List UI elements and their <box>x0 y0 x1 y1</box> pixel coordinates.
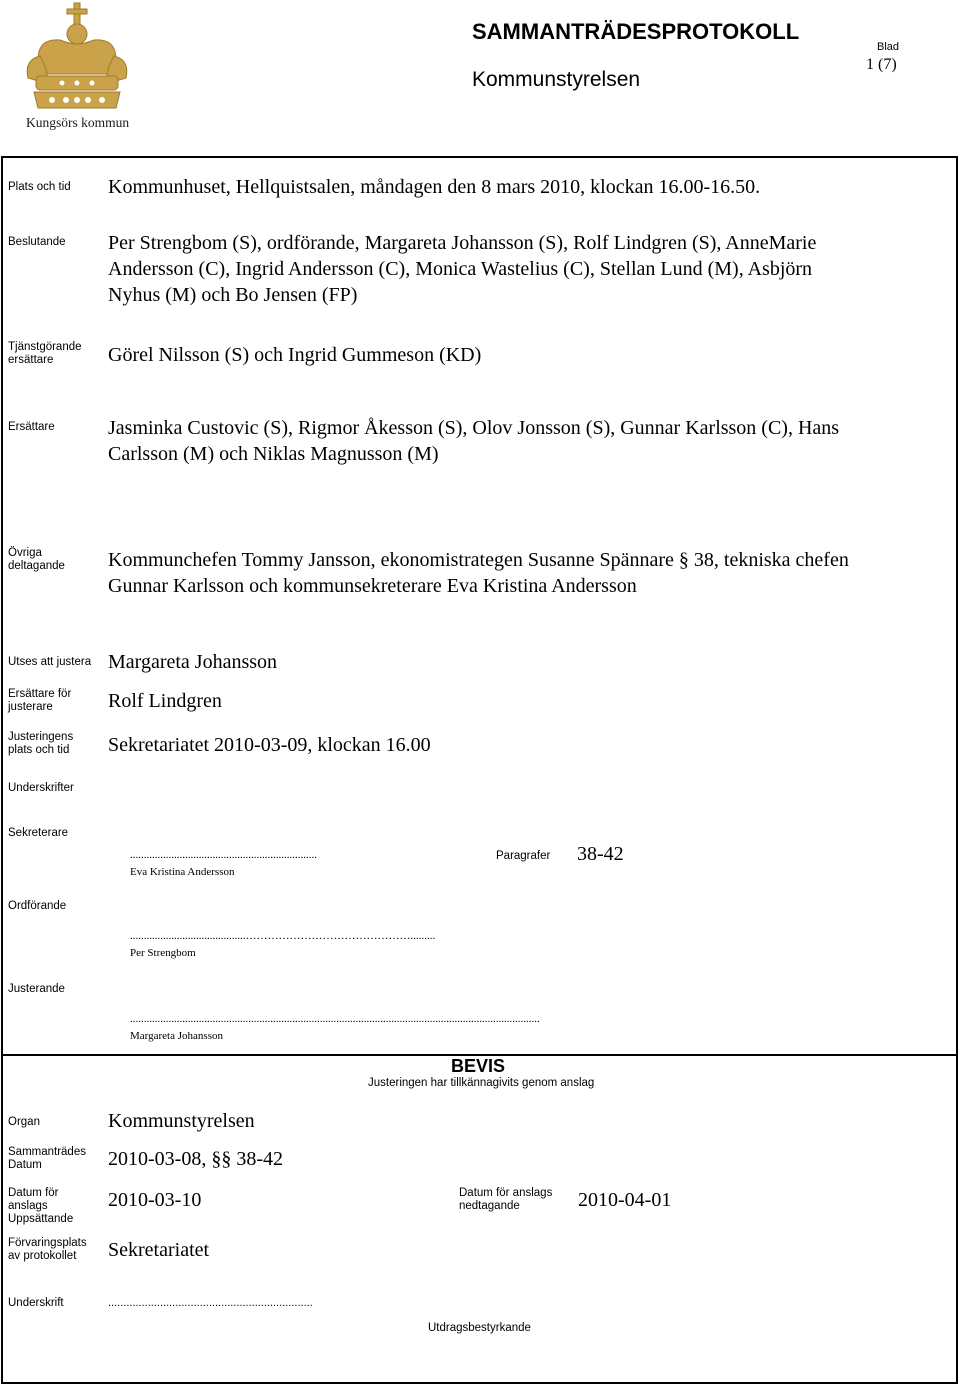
sheet-label: Blad <box>877 41 900 53</box>
others-label-2: deltagande <box>8 560 65 572</box>
substitutes-line-2: Carlsson (M) och Niklas Magnusson (M) <box>108 443 439 465</box>
paragraphs-label: Paragrafer <box>496 850 551 862</box>
proof-title: BEVIS <box>451 1056 506 1076</box>
committee-name: Kommunstyrelsen <box>472 68 641 91</box>
logo-text: Kungsörs kommun <box>26 115 130 130</box>
serving-label-1: Tjänstgörande <box>8 341 82 353</box>
adjuster-sub-label-2: justerare <box>8 701 53 713</box>
meeting-date-value: 2010-03-08, §§ 38-42 <box>108 1148 283 1170</box>
organ-label: Organ <box>8 1116 40 1128</box>
serving-label-2: ersättare <box>8 354 54 366</box>
others-line-1: Kommunchefen Tommy Jansson, ekonomistrategen Susanne Spännare § 38, tekniska chefen <box>108 549 849 571</box>
posted-value: 2010-03-10 <box>108 1189 202 1211</box>
secretary-signature-line: .................................................................... <box>130 849 317 861</box>
posted-label-1: Datum för <box>8 1187 59 1199</box>
chair-name: Per Strengbom <box>130 947 196 959</box>
place-value: Kommunhuset, Hellquistsalen, måndagen den 8 mars 2010, klockan 16.00-16.50. <box>108 176 761 198</box>
adjusting-name: Margareta Johansson <box>130 1030 223 1042</box>
substitutes-label: Ersättare <box>8 421 55 433</box>
others-line-2: Gunnar Karlsson och kommunsekreterare Eva Kristina Andersson <box>108 575 637 597</box>
proof-subtitle: Justeringen har tillkännagivits genom anslag <box>368 1077 595 1089</box>
place-label: Plats och tid <box>8 181 71 193</box>
signatures-heading: Underskrifter <box>8 782 74 794</box>
adjuster-label: Utses att justera <box>8 656 92 668</box>
signature-line: ................................................................... <box>108 1297 313 1309</box>
paragraphs-value: 38-42 <box>577 843 624 865</box>
storage-label-2: av protokollet <box>8 1250 77 1262</box>
adjuster-value: Margareta Johansson <box>108 651 278 673</box>
deciding-line-1: Per Strengbom (S), ordförande, Margareta Johansson (S), Rolf Lindgren (S), AnneMarie <box>108 232 817 254</box>
others-label-1: Övriga <box>8 547 42 559</box>
certifier-label: Utdragsbestyrkande <box>428 1322 531 1334</box>
adjuster-sub-label-1: Ersättare för <box>8 688 72 700</box>
removed-label-2: nedtagande <box>459 1200 520 1212</box>
removed-value: 2010-04-01 <box>578 1189 672 1211</box>
chair-signature-line: ..........................................………………………………………......... <box>130 930 436 942</box>
adjuster-sub-value: Rolf Lindgren <box>108 690 222 712</box>
secretary-label: Sekreterare <box>8 827 69 839</box>
storage-label-1: Förvaringsplats <box>8 1237 87 1249</box>
organ-value: Kommunstyrelsen <box>108 1110 255 1132</box>
posted-label-3: Uppsättande <box>8 1213 74 1225</box>
deciding-label: Beslutande <box>8 236 66 248</box>
adjust-place-label-2: plats och tid <box>8 744 70 756</box>
adjusting-label: Justerande <box>8 983 65 995</box>
signature-label: Underskrift <box>8 1297 64 1309</box>
document-title: SAMMANTRÄDESPROTOKOLL <box>472 19 800 44</box>
removed-label-1: Datum för anslags <box>459 1187 553 1199</box>
adjust-place-value: Sekretariatet 2010-03-09, klockan 16.00 <box>108 734 431 756</box>
adjusting-signature-line: ..................................................................................................................................................... <box>130 1013 540 1025</box>
substitutes-line-1: Jasminka Custovic (S), Rigmor Åkesson (S), Olov Jonsson (S), Gunnar Karlsson (C), Hans <box>108 417 840 439</box>
secretary-name: Eva Kristina Andersson <box>130 866 235 878</box>
adjust-place-label-1: Justeringens <box>8 731 74 743</box>
posted-label-2: anslags <box>8 1200 48 1212</box>
deciding-line-2: Andersson (C), Ingrid Andersson (C), Monica Wastelius (C), Stellan Lund (M), Asbjörn <box>108 258 813 280</box>
meeting-date-label-2: Datum <box>8 1159 42 1171</box>
chair-label: Ordförande <box>8 900 67 912</box>
meeting-date-label-1: Sammanträdes <box>8 1146 86 1158</box>
serving-value: Görel Nilsson (S) och Ingrid Gummeson (KD) <box>108 344 482 366</box>
deciding-line-3: Nyhus (M) och Bo Jensen (FP) <box>108 284 358 306</box>
storage-value: Sekretariatet <box>108 1239 210 1261</box>
sheet-value: 1 (7) <box>866 56 897 73</box>
